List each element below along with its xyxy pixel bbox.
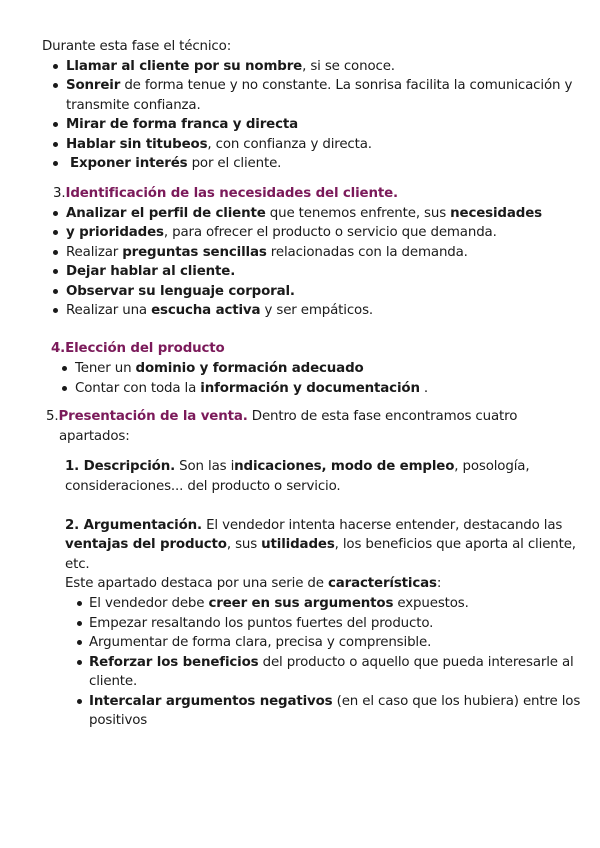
bullet [62,386,67,391]
list-item: Hablar sin titubeos, con confianza y directa. [66,137,372,152]
bullet [77,640,82,645]
bullet [53,161,58,166]
list-item: Realizar preguntas sencillas relacionadas con la demanda. [66,245,468,260]
section-heading: 4.Elección del producto [51,341,225,356]
list-item-continuation: transmite confianza. [66,98,201,113]
paragraph-continuation: consideraciones... del producto o servicio. [65,479,341,494]
section-heading-continuation: apartados: [59,429,130,444]
bullet [53,250,58,255]
bullet [53,64,58,69]
list-item: Empezar resaltando los puntos fuertes del producto. [89,616,434,631]
list-item: Sonreir de forma tenue y no constante. La sonrisa facilita la comunicación y [66,78,573,93]
intro-text: Durante esta fase el técnico: [42,39,232,54]
list-item: Tener un dominio y formación adecuado [75,361,364,376]
bullet [77,601,82,606]
bullet [62,366,67,371]
bullet [53,83,58,88]
list-item: Mirar de forma franca y directa [66,117,299,132]
list-item: Contar con toda la información y documentación . [75,381,429,396]
bullet [53,289,58,294]
section-heading: 5.Presentación de la venta. Dentro de esta fase encontramos cuatro [46,409,518,424]
bullet [53,122,58,127]
list-item: El vendedor debe creer en sus argumentos expuestos. [89,596,469,611]
list-item: Llamar al cliente por su nombre, si se conoce. [66,59,395,74]
list-item: Argumentar de forma clara, precisa y comprensible. [89,635,432,650]
bullet [53,308,58,313]
paragraph: 1. Descripción. Son las indicaciones, modo de empleo, posología, [65,459,530,474]
list-item-continuation: positivos [89,713,148,728]
bullet [53,269,58,274]
list-item: Observar su lenguaje corporal. [66,284,295,299]
list-item: Intercalar argumentos negativos (en el caso que los hubiera) entre los [89,694,581,709]
section-heading: 3.Identificación de las necesidades del cliente. [53,186,398,201]
list-item-continuation: cliente. [89,674,138,689]
bullet [77,621,82,626]
paragraph: Este apartado destaca por una serie de características: [65,576,442,591]
bullet [53,142,58,147]
paragraph-continuation: ventajas del producto, sus utilidades, los beneficios que aporta al cliente, [65,537,576,552]
list-item: Dejar hablar al cliente. [66,264,236,279]
list-item: Realizar una escucha activa y ser empáticos. [66,303,374,318]
bullet [77,660,82,665]
paragraph-continuation: etc. [65,557,90,572]
paragraph: 2. Argumentación. El vendedor intenta hacerse entender, destacando las [65,518,563,533]
bullet [53,211,58,216]
bullet [77,699,82,704]
list-item: Exponer interés por el cliente. [70,156,282,171]
list-item: y prioridades, para ofrecer el producto o servicio que demanda. [66,225,497,240]
bullet [53,230,58,235]
list-item: Reforzar los beneficios del producto o aquello que pueda interesarle al [89,655,574,670]
list-item: Analizar el perfil de cliente que tenemos enfrente, sus necesidades [66,206,542,221]
